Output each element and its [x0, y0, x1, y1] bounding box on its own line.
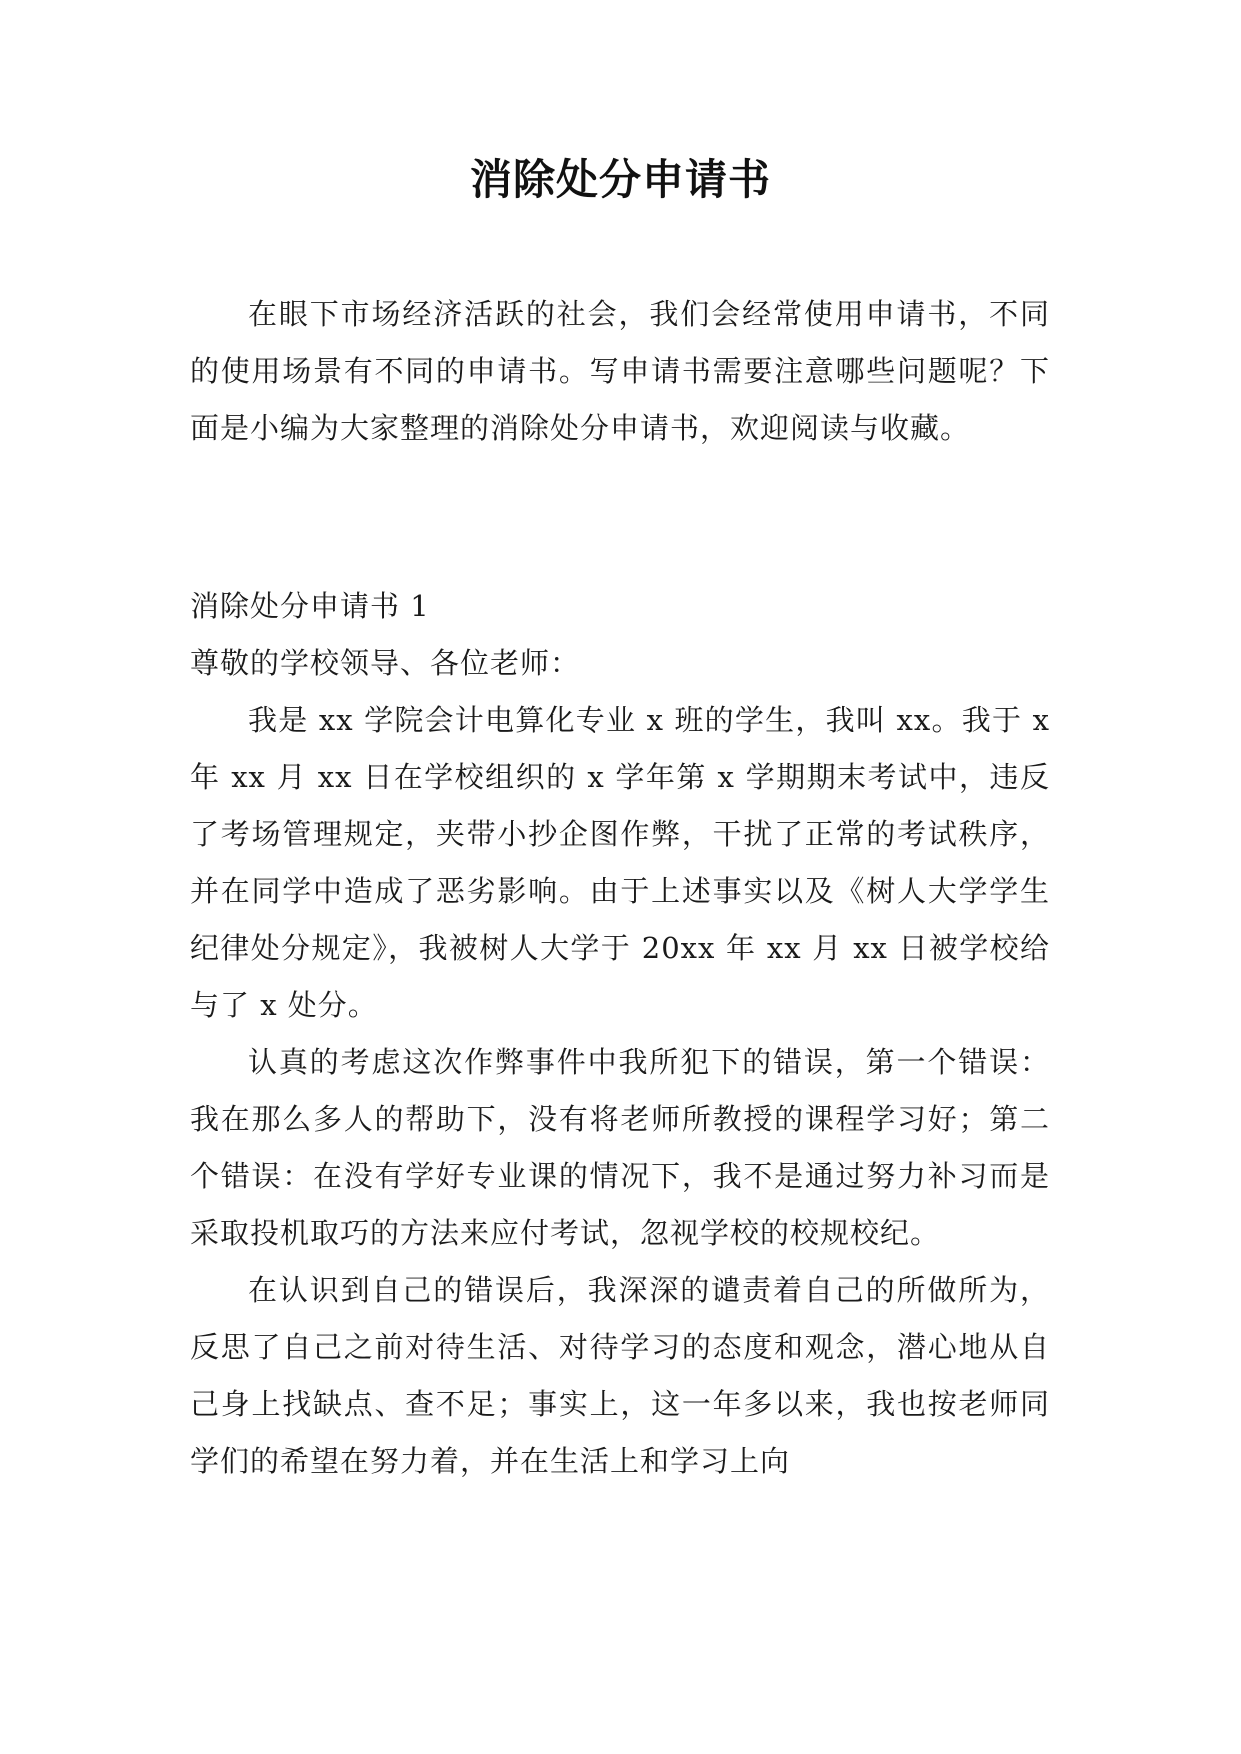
- letter-paragraph: 认真的考虑这次作弊事件中我所犯下的错误，第一个错误：我在那么多人的帮助下，没有将老师所教授的课程学习好；第二个错误：在没有学好专业课的情况下，我不是通过努力补习而是采取投机取巧的方法来应付考试，忽视学校的校规校纪。: [190, 1045, 1050, 1250]
- letter-paragraph: 在认识到自己的错误后，我深深的谴责着自己的所做所为，反思了自己之前对待生活、对待学习的态度和观念，潜心地从自己身上找缺点、查不足；事实上，这一年多以来，我也按老师同学们的希望在努力着，并在生活上和学习上向: [190, 1273, 1050, 1478]
- section-title: [190, 578, 1050, 635]
- document-title: 消除处分申请书: [469, 155, 771, 204]
- salutation-text: 尊敬的学校领导、各位老师：: [190, 646, 581, 680]
- letter-paragraph: 我是 xx 学院会计电算化专业 x 班的学生，我叫 xx。我于 x 年 xx 月 xx 日在学校组织的 x 学年第 x 学期期末考试中，违反了考场管理规定，夹带小抄企图作弊，干扰了正常的考试秩序，并在同学中造成了恶劣影响。由于上述事实以及《树人大学学生纪律处分规定》，我被树人大学于 20xx 年 xx 月 xx 日被学校给与了 x 处分。: [190, 703, 1050, 1022]
- intro-paragraph: [190, 286, 1050, 457]
- section-title-text: 消除处分申请书 1: [190, 589, 430, 623]
- salutation: [190, 635, 1050, 692]
- letter-body: [190, 692, 1050, 1490]
- intro-text: 在眼下市场经济活跃的社会，我们会经常使用申请书，不同的使用场景有不同的申请书。写申请书需要注意哪些问题呢？下面是小编为大家整理的消除处分申请书，欢迎阅读与收藏。: [190, 297, 1050, 445]
